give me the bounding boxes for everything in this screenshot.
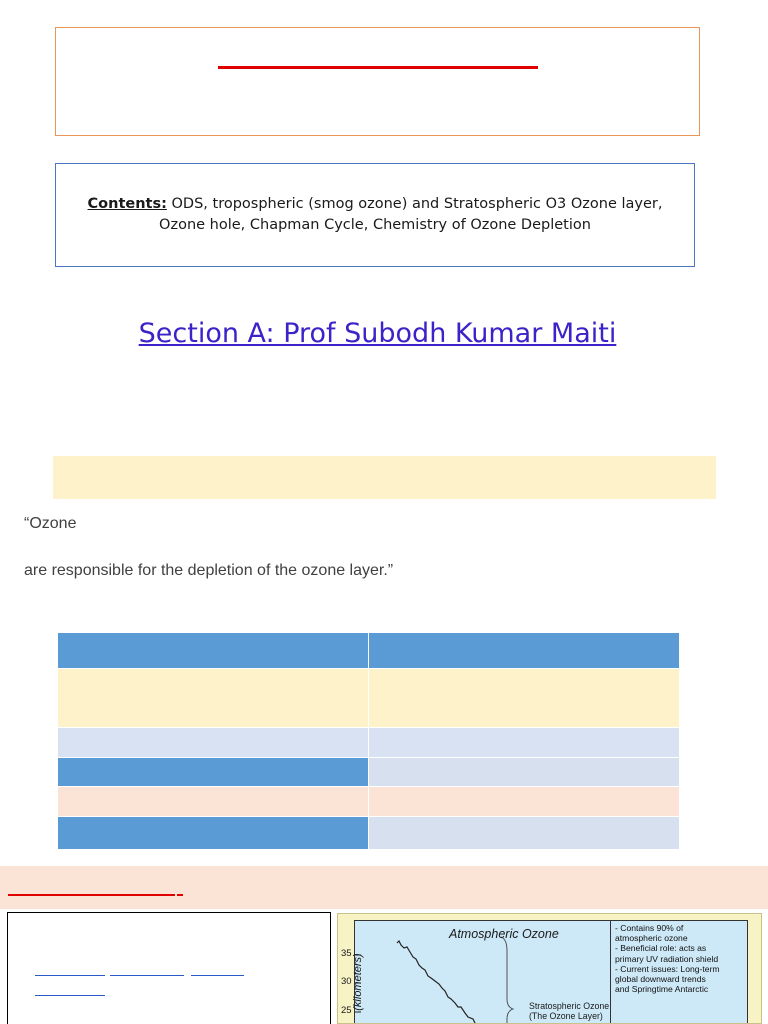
quote-line-2: are responsible for the depletion of the ozone layer.” xyxy=(24,562,394,579)
table-cell-left xyxy=(58,817,369,849)
table-row xyxy=(58,787,679,817)
contents-line-2: Ozone hole, Chapman Cycle, Chemistry of Ozone Depletion xyxy=(159,217,591,233)
stratospheric-ozone-label xyxy=(529,1001,609,1021)
pink-band xyxy=(0,866,768,909)
ozone-info-panel xyxy=(610,920,748,1024)
table-row xyxy=(58,669,679,728)
link-underline-2[interactable] xyxy=(110,975,184,976)
table-cell-left xyxy=(58,669,369,728)
contents-label: Contents: xyxy=(87,196,167,212)
figure-y-axis-label: (kilometers) xyxy=(352,953,364,1011)
title-box xyxy=(55,27,700,136)
info-line: and Springtime Antarctic xyxy=(615,984,709,995)
strat-label-line-1: Stratospheric Ozone xyxy=(529,1001,610,1011)
contents-line-1: ODS, tropospheric (smog ozone) and Stratospheric O3 Ozone layer, xyxy=(171,196,663,212)
info-line: primary UV radiation shield xyxy=(615,953,719,964)
table-cell-right xyxy=(369,758,680,787)
highlight-band xyxy=(53,456,716,499)
table-cell-left xyxy=(58,787,369,817)
info-line: atmospheric ozone xyxy=(615,933,688,944)
table-body xyxy=(58,633,679,849)
section-heading-link[interactable]: Section A: Prof Subodh Kumar Maiti xyxy=(138,318,617,349)
table-cell-left xyxy=(58,758,369,787)
data-table xyxy=(58,632,679,849)
contents-box xyxy=(55,163,695,267)
table-row xyxy=(58,817,679,849)
info-line: - Current issues: Long-term xyxy=(615,963,720,974)
bottom-left-box xyxy=(7,912,331,1024)
ozone-plot-area xyxy=(341,920,612,1024)
title-rule xyxy=(218,66,538,69)
info-line: - Beneficial role: acts as xyxy=(615,943,707,954)
link-underline-1[interactable] xyxy=(35,975,105,976)
table-cell-right xyxy=(369,633,680,669)
link-underline-4[interactable] xyxy=(35,995,105,996)
y-tick-30: 30 xyxy=(341,976,352,987)
table-row xyxy=(58,728,679,758)
ozone-figure xyxy=(337,913,762,1024)
table-row xyxy=(58,758,679,787)
y-tick-25: 25 xyxy=(341,1005,352,1016)
link-underline-3[interactable] xyxy=(191,975,244,976)
figure-title: Atmospheric Ozone xyxy=(449,927,559,941)
table-cell-left xyxy=(58,728,369,758)
table-cell-right xyxy=(369,817,680,849)
table-cell-left xyxy=(58,633,369,669)
strat-label-line-2: (The Ozone Layer) xyxy=(529,1011,603,1021)
contents-text xyxy=(88,194,663,236)
strat-brace xyxy=(501,937,513,1024)
info-line: global downward trends xyxy=(615,974,706,985)
ozone-profile-curve xyxy=(397,941,479,1024)
table-row xyxy=(58,633,679,669)
table-cell-right xyxy=(369,787,680,817)
red-link-underline-tail xyxy=(177,894,183,896)
info-line: - Contains 90% of xyxy=(615,923,684,933)
table-cell-right xyxy=(369,728,680,758)
quote-line-1: “Ozone xyxy=(24,515,77,532)
table-cell-right xyxy=(369,669,680,728)
y-tick-35: 35 xyxy=(341,948,352,959)
red-link-underline[interactable] xyxy=(8,894,175,896)
